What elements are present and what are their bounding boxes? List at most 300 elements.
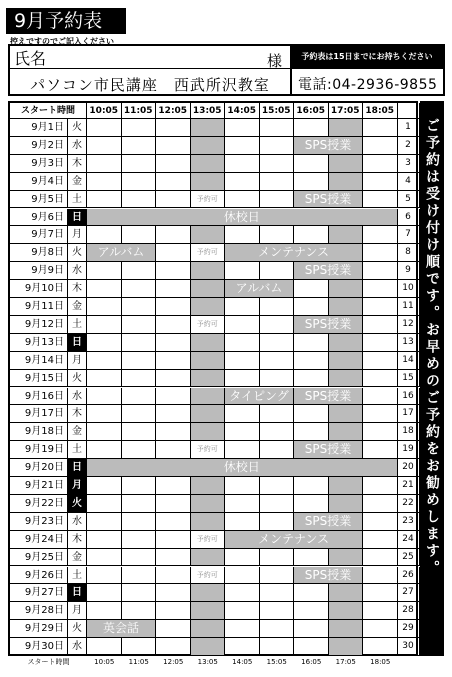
time-slot	[329, 173, 364, 191]
weekday-cell: 土	[68, 191, 87, 209]
time-slot	[294, 226, 329, 244]
time-slot	[191, 226, 226, 244]
time-footer: 13:05	[197, 658, 218, 666]
time-slot	[363, 388, 398, 406]
date-cell: 9月28日	[10, 602, 68, 620]
weekday-cell: 日	[68, 459, 87, 477]
row-number: 17	[398, 405, 420, 423]
weekday-cell: 月	[68, 226, 87, 244]
date-cell: 9月16日	[10, 388, 68, 406]
time-slot	[87, 567, 122, 585]
time-slot	[225, 638, 260, 656]
event-span: SPS授業	[294, 316, 363, 334]
time-slot	[87, 298, 122, 316]
weekday-cell: 木	[68, 280, 87, 298]
time-slot	[156, 388, 191, 406]
row-number: 15	[398, 370, 420, 388]
time-slot	[156, 244, 191, 262]
time-slot	[122, 155, 157, 173]
time-slot	[122, 316, 157, 334]
weekday-cell: 火	[68, 119, 87, 137]
time-slot	[225, 620, 260, 638]
time-slot	[87, 602, 122, 620]
time-slot	[260, 137, 295, 155]
reservable-label: 予約可	[191, 191, 226, 209]
time-slot	[87, 119, 122, 137]
reservable-label: 予約可	[191, 567, 226, 585]
weekday-cell: 日	[68, 334, 87, 352]
time-slot	[191, 584, 226, 602]
time-slot	[260, 477, 295, 495]
date-cell: 9月11日	[10, 298, 68, 316]
time-slot	[363, 262, 398, 280]
row-number: 20	[398, 459, 420, 477]
time-slot	[225, 173, 260, 191]
time-slot	[191, 549, 226, 567]
time-slot	[87, 441, 122, 459]
time-slot	[122, 191, 157, 209]
time-slot	[87, 638, 122, 656]
time-slot	[122, 298, 157, 316]
time-slot	[260, 334, 295, 352]
time-slot	[122, 119, 157, 137]
row-number: 23	[398, 513, 420, 531]
time-slot	[225, 584, 260, 602]
time-slot	[363, 316, 398, 334]
time-slot	[156, 495, 191, 513]
time-slot	[225, 513, 260, 531]
time-slot	[329, 119, 364, 137]
date-cell: 9月7日	[10, 226, 68, 244]
event-span: SPS授業	[294, 513, 363, 531]
start-time-header: スタート時間	[10, 103, 87, 119]
time-slot	[294, 334, 329, 352]
time-slot	[156, 441, 191, 459]
deadline-notice: 予約表は15日までにお持ちください	[291, 46, 443, 68]
time-slot	[363, 298, 398, 316]
time-slot	[329, 280, 364, 298]
time-slot	[87, 334, 122, 352]
weekday-cell: 水	[68, 388, 87, 406]
time-slot	[225, 137, 260, 155]
time-slot	[122, 584, 157, 602]
time-slot	[122, 423, 157, 441]
time-slot	[225, 316, 260, 334]
time-footer: 10:05	[94, 658, 115, 666]
time-slot	[294, 119, 329, 137]
weekday-cell: 金	[68, 423, 87, 441]
weekday-cell: 水	[68, 137, 87, 155]
time-slot	[260, 226, 295, 244]
time-slot	[87, 513, 122, 531]
time-slot	[363, 477, 398, 495]
time-slot	[87, 423, 122, 441]
time-slot	[363, 567, 398, 585]
time-slot	[363, 352, 398, 370]
date-cell: 9月8日	[10, 244, 68, 262]
weekday-cell: 木	[68, 405, 87, 423]
time-slot	[87, 388, 122, 406]
row-number: 18	[398, 423, 420, 441]
event-span: メンテナンス	[225, 244, 363, 262]
time-slot	[294, 280, 329, 298]
time-slot	[260, 638, 295, 656]
time-slot	[156, 280, 191, 298]
time-slot	[122, 370, 157, 388]
time-slot	[363, 513, 398, 531]
row-number: 1	[398, 119, 420, 137]
time-header: 13:05	[191, 103, 226, 119]
time-slot	[87, 549, 122, 567]
row-number: 16	[398, 388, 420, 406]
time-slot	[260, 423, 295, 441]
time-slot	[294, 405, 329, 423]
time-slot	[156, 477, 191, 495]
time-slot	[294, 495, 329, 513]
time-slot	[225, 155, 260, 173]
time-slot	[122, 137, 157, 155]
time-slot	[225, 226, 260, 244]
time-header: 16:05	[294, 103, 329, 119]
time-slot	[156, 549, 191, 567]
time-slot	[191, 173, 226, 191]
time-slot	[329, 334, 364, 352]
time-slot	[260, 155, 295, 173]
time-slot	[87, 352, 122, 370]
time-slot	[191, 388, 226, 406]
row-number: 4	[398, 173, 420, 191]
time-slot	[363, 334, 398, 352]
time-slot	[87, 477, 122, 495]
time-slot	[363, 119, 398, 137]
row-number: 6	[398, 209, 420, 227]
time-slot	[329, 423, 364, 441]
time-slot	[122, 513, 157, 531]
time-slot	[329, 370, 364, 388]
time-slot	[122, 638, 157, 656]
time-slot	[122, 567, 157, 585]
time-slot	[294, 370, 329, 388]
time-slot	[122, 352, 157, 370]
time-slot	[122, 334, 157, 352]
time-slot	[225, 405, 260, 423]
weekday-cell: 金	[68, 549, 87, 567]
time-header: 12:05	[156, 103, 191, 119]
event-span: タイピング	[225, 388, 294, 406]
weekday-cell: 火	[68, 495, 87, 513]
weekday-cell: 月	[68, 477, 87, 495]
time-slot	[156, 370, 191, 388]
time-slot	[260, 173, 295, 191]
time-slot	[156, 513, 191, 531]
date-cell: 9月10日	[10, 280, 68, 298]
event-span: SPS授業	[294, 137, 363, 155]
time-slot	[363, 244, 398, 262]
schedule-grid	[8, 101, 418, 666]
time-slot	[294, 602, 329, 620]
time-slot	[363, 191, 398, 209]
weekday-cell: 火	[68, 620, 87, 638]
weekday-cell: 火	[68, 244, 87, 262]
honorific-label: 様	[267, 52, 283, 70]
time-slot	[122, 602, 157, 620]
event-span: アルバム	[225, 280, 294, 298]
time-slot	[260, 316, 295, 334]
row-number: 24	[398, 531, 420, 549]
time-slot	[156, 119, 191, 137]
time-slot	[363, 584, 398, 602]
time-slot	[329, 155, 364, 173]
time-slot	[122, 549, 157, 567]
time-slot	[225, 602, 260, 620]
time-slot	[260, 513, 295, 531]
time-slot	[225, 549, 260, 567]
time-slot	[260, 441, 295, 459]
time-slot	[329, 620, 364, 638]
time-slot	[191, 477, 226, 495]
date-cell: 9月1日	[10, 119, 68, 137]
time-slot	[260, 602, 295, 620]
time-slot	[87, 531, 122, 549]
time-footer: 14:05	[232, 658, 253, 666]
date-cell: 9月21日	[10, 477, 68, 495]
weekday-cell: 水	[68, 638, 87, 656]
date-cell: 9月20日	[10, 459, 68, 477]
time-slot	[156, 226, 191, 244]
time-slot	[225, 262, 260, 280]
time-slot	[294, 352, 329, 370]
time-slot	[191, 620, 226, 638]
time-slot	[363, 370, 398, 388]
row-number: 28	[398, 602, 420, 620]
time-slot	[260, 567, 295, 585]
time-slot	[156, 620, 191, 638]
time-slot	[156, 262, 191, 280]
event-span: SPS授業	[294, 262, 363, 280]
time-slot	[122, 495, 157, 513]
time-slot	[156, 423, 191, 441]
event-span: 休校日	[87, 209, 398, 227]
time-slot	[87, 584, 122, 602]
time-slot	[191, 513, 226, 531]
weekday-cell: 金	[68, 173, 87, 191]
time-slot	[329, 584, 364, 602]
name-label: 氏名	[14, 49, 47, 68]
time-slot	[294, 584, 329, 602]
time-slot	[363, 549, 398, 567]
time-slot	[294, 638, 329, 656]
time-slot	[363, 137, 398, 155]
time-slot	[122, 388, 157, 406]
time-slot	[122, 441, 157, 459]
weekday-cell: 土	[68, 316, 87, 334]
time-slot	[329, 602, 364, 620]
time-slot	[156, 173, 191, 191]
time-slot	[294, 549, 329, 567]
time-slot	[122, 262, 157, 280]
time-slot	[225, 441, 260, 459]
time-slot	[363, 441, 398, 459]
time-footer: 15:05	[266, 658, 287, 666]
time-slot	[87, 405, 122, 423]
row-number: 19	[398, 441, 420, 459]
time-slot	[225, 477, 260, 495]
time-slot	[191, 280, 226, 298]
time-footer: 12:05	[163, 658, 184, 666]
time-footer: 11:05	[128, 658, 149, 666]
time-slot	[87, 370, 122, 388]
time-slot	[363, 531, 398, 549]
time-slot	[87, 226, 122, 244]
time-slot	[363, 638, 398, 656]
row-number: 29	[398, 620, 420, 638]
row-number: 3	[398, 155, 420, 173]
time-slot	[260, 119, 295, 137]
time-slot	[329, 495, 364, 513]
time-slot	[260, 370, 295, 388]
time-slot	[260, 298, 295, 316]
weekday-cell: 日	[68, 209, 87, 227]
row-number: 27	[398, 584, 420, 602]
time-slot	[156, 602, 191, 620]
time-slot	[329, 226, 364, 244]
time-slot	[363, 495, 398, 513]
time-slot	[363, 280, 398, 298]
date-cell: 9月19日	[10, 441, 68, 459]
time-slot	[260, 495, 295, 513]
time-slot	[225, 495, 260, 513]
time-slot	[87, 137, 122, 155]
time-slot	[363, 405, 398, 423]
date-cell: 9月17日	[10, 405, 68, 423]
date-cell: 9月12日	[10, 316, 68, 334]
time-slot	[294, 423, 329, 441]
time-slot	[122, 531, 157, 549]
row-number: 13	[398, 334, 420, 352]
time-slot	[191, 495, 226, 513]
date-cell: 9月14日	[10, 352, 68, 370]
time-slot	[363, 155, 398, 173]
time-header: 11:05	[122, 103, 157, 119]
date-cell: 9月30日	[10, 638, 68, 656]
time-slot	[329, 549, 364, 567]
time-slot	[191, 298, 226, 316]
time-slot	[87, 316, 122, 334]
weekday-cell: 木	[68, 155, 87, 173]
time-slot	[122, 405, 157, 423]
time-slot	[225, 191, 260, 209]
row-number: 10	[398, 280, 420, 298]
time-slot	[225, 334, 260, 352]
date-cell: 9月3日	[10, 155, 68, 173]
page-title: 9月予約表	[6, 8, 126, 34]
time-slot	[191, 423, 226, 441]
row-number: 21	[398, 477, 420, 495]
time-slot	[294, 155, 329, 173]
time-slot	[363, 226, 398, 244]
time-slot	[191, 638, 226, 656]
time-slot	[225, 370, 260, 388]
date-cell: 9月18日	[10, 423, 68, 441]
time-slot	[156, 316, 191, 334]
time-slot	[260, 549, 295, 567]
row-number: 11	[398, 298, 420, 316]
date-cell: 9月6日	[10, 209, 68, 227]
time-slot	[156, 137, 191, 155]
time-header: 14:05	[225, 103, 260, 119]
weekday-cell: 日	[68, 584, 87, 602]
date-cell: 9月2日	[10, 137, 68, 155]
weekday-cell: 水	[68, 513, 87, 531]
time-slot	[260, 620, 295, 638]
date-cell: 9月9日	[10, 262, 68, 280]
event-span: SPS授業	[294, 191, 363, 209]
time-header: 10:05	[87, 103, 122, 119]
date-cell: 9月5日	[10, 191, 68, 209]
time-slot	[363, 620, 398, 638]
time-slot	[329, 638, 364, 656]
row-number: 9	[398, 262, 420, 280]
time-footer: 16:05	[301, 658, 322, 666]
time-slot	[191, 155, 226, 173]
time-slot	[191, 352, 226, 370]
time-slot	[87, 495, 122, 513]
reservable-label: 予約可	[191, 316, 226, 334]
time-slot	[329, 405, 364, 423]
reservable-label: 予約可	[191, 531, 226, 549]
row-number: 30	[398, 638, 420, 656]
time-slot	[156, 334, 191, 352]
time-slot	[156, 298, 191, 316]
time-slot	[294, 298, 329, 316]
time-slot	[191, 262, 226, 280]
row-number-header	[398, 103, 420, 119]
weekday-cell: 火	[68, 370, 87, 388]
row-number: 14	[398, 352, 420, 370]
time-header: 15:05	[260, 103, 295, 119]
date-cell: 9月13日	[10, 334, 68, 352]
time-slot	[260, 584, 295, 602]
weekday-cell: 月	[68, 602, 87, 620]
weekday-cell: 水	[68, 262, 87, 280]
time-slot	[191, 137, 226, 155]
time-slot	[156, 567, 191, 585]
time-slot	[156, 352, 191, 370]
date-cell: 9月22日	[10, 495, 68, 513]
time-slot	[225, 352, 260, 370]
row-number: 25	[398, 549, 420, 567]
date-cell: 9月15日	[10, 370, 68, 388]
time-slot	[87, 155, 122, 173]
time-slot	[191, 119, 226, 137]
time-header: 18:05	[363, 103, 398, 119]
time-slot	[87, 262, 122, 280]
row-number: 5	[398, 191, 420, 209]
time-slot	[156, 155, 191, 173]
event-span: SPS授業	[294, 388, 363, 406]
time-slot	[225, 298, 260, 316]
time-slot	[329, 352, 364, 370]
date-cell: 9月24日	[10, 531, 68, 549]
date-cell: 9月26日	[10, 567, 68, 585]
time-header: 17:05	[329, 103, 364, 119]
weekday-cell: 月	[68, 352, 87, 370]
time-slot	[122, 280, 157, 298]
time-slot	[294, 173, 329, 191]
time-slot	[156, 405, 191, 423]
time-slot	[156, 191, 191, 209]
time-slot	[260, 405, 295, 423]
